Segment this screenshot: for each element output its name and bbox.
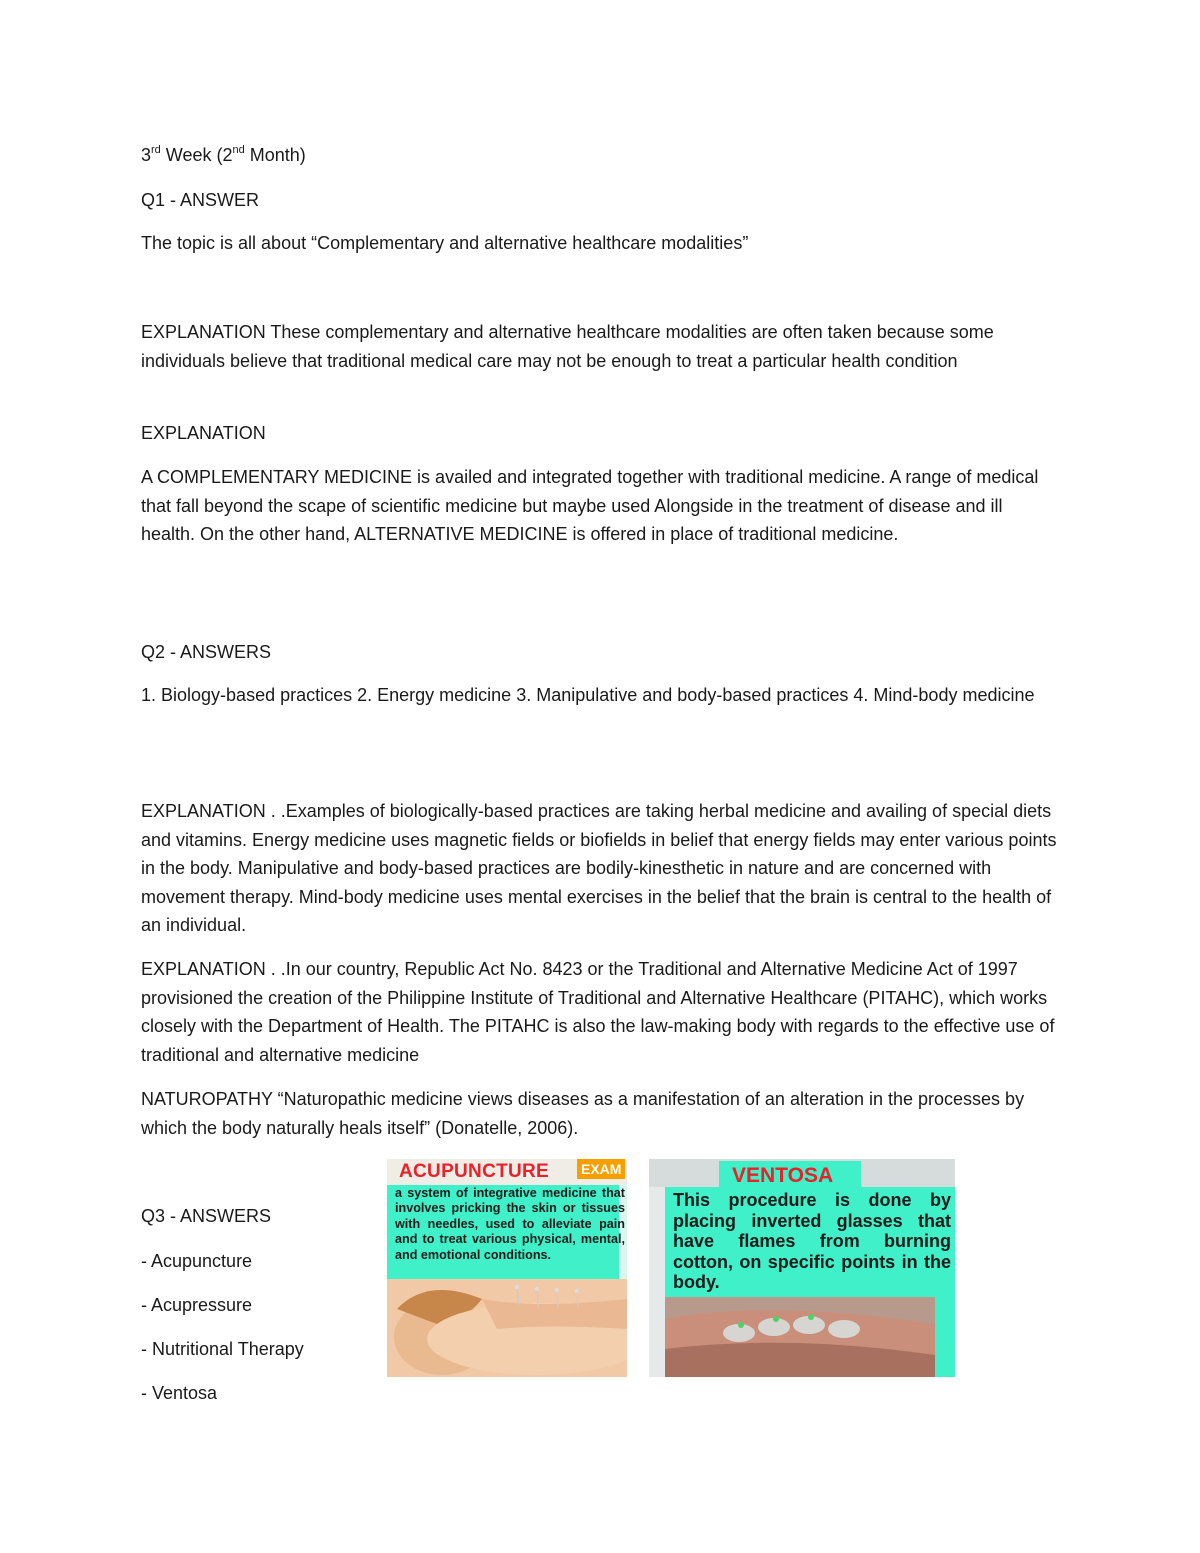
q1-explanation-1: EXPLANATION These complementary and alternative healthcare modalities are often taken because some individuals believe that traditional medical care may not be enough to treat a particular health condition [141, 322, 994, 371]
ventosa-title: VENTOSA [732, 1164, 834, 1187]
heading-middle: Week (2 [160, 145, 233, 165]
ventosa-image [649, 1159, 955, 1377]
heading-end: Month) [244, 145, 306, 165]
list-item: - Acupressure [141, 1295, 253, 1315]
q3-label: Q3 - ANSWERS [141, 1206, 272, 1226]
ventosa-description: This procedure is done by placing inverted glasses that have flames from burning cotton, on specific points in the body. [673, 1190, 951, 1293]
exam-tag: EXAM [577, 1159, 625, 1179]
heading-superscript-2: nd [232, 144, 245, 156]
q2-label: Q2 - ANSWERS [141, 642, 272, 662]
list-item: - Acupuncture [141, 1251, 253, 1271]
list-item: - Nutritional Therapy [141, 1339, 304, 1359]
acupuncture-description: a system of integrative medicine that involves pricking the skin or tissues with needles, used to alleviate pain and to treat various physical, mental, and emotional conditions. [395, 1186, 625, 1262]
heading-superscript-1: rd [151, 144, 161, 156]
q3-answer-list [141, 1247, 371, 1423]
q1-answer: The topic is all about “Complementary and alternative healthcare modalities” [141, 233, 749, 253]
q1-explanation-2-label: EXPLANATION [141, 423, 266, 443]
page-heading [141, 141, 1061, 170]
list-item: - Ventosa [141, 1383, 218, 1403]
q2-answer: 1. Biology-based practices 2. Energy medicine 3. Manipulative and body-based practices 4. Mind-body medicine [141, 685, 1035, 705]
acupuncture-title: ACUPUNCTURE [399, 1161, 550, 1182]
q2-explanation-2: EXPLANATION . .In our country, Republic Act No. 8423 or the Traditional and Alternative Medicine Act of 1997 provisioned the creation of the Philippine Institute of Traditional and Alternative Healthcare (PITAHC), which works closely with the Department of Health. The PITAHC is also the law-making body with regards to the effective use of traditional and alternative medicine [141, 959, 1055, 1065]
q2-explanation-1: EXPLANATION . .Examples of biologically-based practices are taking herbal medicine and availing of special diets and vitamins. Energy medicine uses magnetic fields or biofields in belief that energy fields may enter various points in the body. Manipulative and body-based practices are bodily-kinesthetic in nature and are concerned with movement therapy. Mind-body medicine uses mental exercises in the belief that the brain is central to the health of an individual. [141, 801, 1057, 936]
heading-number: 3 [141, 145, 152, 165]
q1-label: Q1 - ANSWER [141, 190, 260, 210]
q1-explanation-2: A COMPLEMENTARY MEDICINE is availed and integrated together with traditional medicine. A range of medical that fall beyond the scape of scientific medicine but maybe used Alongside in the treatment of disease and ill health. On the other hand, ALTERNATIVE MEDICINE is offered in place of traditional medicine. [141, 467, 1039, 545]
acupuncture-image [387, 1159, 627, 1377]
naturopathy-paragraph: NATUROPATHY “Naturopathic medicine views diseases as a manifestation of an alteration in the processes by which the body naturally heals itself” (Donatelle, 2006). [141, 1089, 1025, 1138]
